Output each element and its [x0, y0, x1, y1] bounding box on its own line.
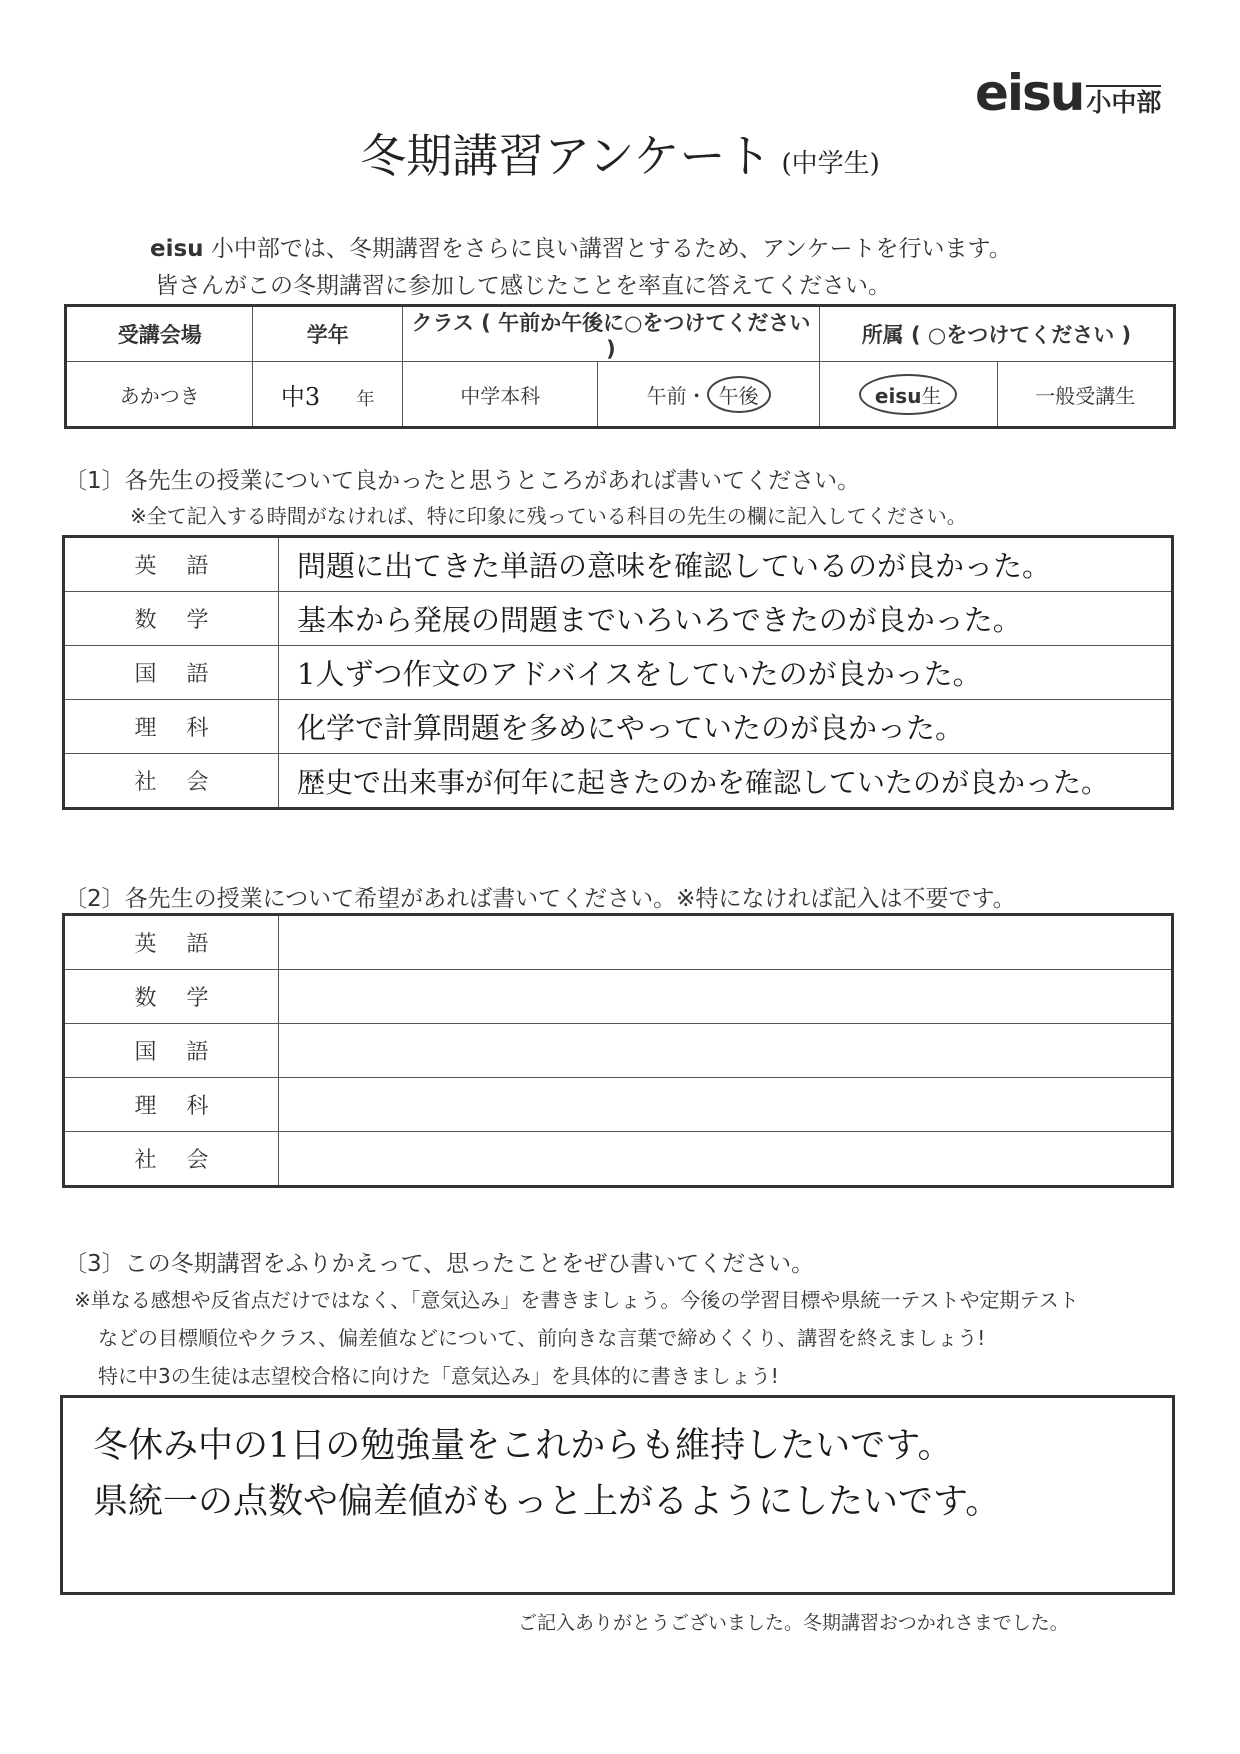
info-value-row	[66, 362, 1175, 428]
reflection-answer-box	[60, 1395, 1175, 1595]
subject-social: 社会	[64, 1132, 279, 1187]
table-row	[64, 915, 1173, 970]
intro-line-1	[150, 230, 1012, 263]
subject-social: 社会	[64, 754, 279, 809]
table-row	[64, 1024, 1173, 1078]
affiliation-eisu-brand: eisu	[874, 383, 922, 408]
intro-line-2: 皆さんがこの冬期講習に参加して感じたことを率直に答えてください。	[155, 273, 891, 299]
subject-science: 理科	[64, 700, 279, 754]
table-row	[64, 537, 1173, 592]
answer-japanese[interactable]	[279, 1024, 1173, 1078]
subject-math: 数学	[64, 970, 279, 1024]
answer-math[interactable]	[279, 970, 1173, 1024]
table-row	[64, 754, 1173, 809]
title-main: 冬期講習アンケート	[360, 129, 772, 183]
subject-english: 英語	[64, 915, 279, 970]
header-grade: 学年	[253, 306, 403, 362]
subject-japanese: 国語	[64, 1024, 279, 1078]
section1-table	[62, 535, 1174, 810]
logo-brand: eisu	[975, 64, 1084, 122]
header-venue: 受講会場	[66, 306, 253, 362]
reflection-answer-line-1: 冬休み中の1日の勉強量をこれからも維持したいです。	[93, 1426, 953, 1466]
grade-value: 中3	[280, 382, 321, 411]
table-row	[64, 646, 1173, 700]
affiliation-eisu-cell	[819, 362, 997, 428]
answer-english[interactable]	[279, 915, 1173, 970]
answer-social[interactable]	[279, 1132, 1173, 1187]
table-row	[64, 970, 1173, 1024]
student-info-table	[64, 304, 1176, 429]
info-header-row	[66, 306, 1175, 362]
logo-division: 小中部	[1086, 85, 1161, 118]
session-pm-circled: 午後	[707, 376, 771, 413]
session-cell	[598, 362, 819, 428]
table-row	[64, 592, 1173, 646]
header-affiliation: 所属 ( ○をつけてください )	[819, 306, 1174, 362]
grade-cell	[253, 362, 403, 428]
page-title	[0, 120, 1240, 186]
session-separator: ・	[686, 383, 707, 408]
affiliation-eisu-circled	[859, 374, 958, 415]
answer-social: 歴史で出来事が何年に起きたのかを確認していたのが良かった。	[279, 754, 1173, 809]
section2-table	[62, 913, 1174, 1188]
subject-math: 数学	[64, 592, 279, 646]
subject-japanese: 国語	[64, 646, 279, 700]
section3-note-1: ※単なる感想や反省点だけではなく、「意気込み」を書きましょう。今後の学習目標や県統一テストや定期テスト	[74, 1288, 1079, 1312]
venue-value: あかつき	[66, 362, 253, 428]
closing-message: ご記入ありがとうございました。冬期講習おつかれさまでした。	[518, 1612, 1069, 1634]
affiliation-general: 一般受講生	[997, 362, 1175, 428]
header-class: クラス ( 午前か午後に○をつけてください )	[403, 306, 820, 362]
eisu-logo	[975, 64, 1162, 122]
section3-heading: 〔3〕この冬期講習をふりかえって、思ったことをぜひ書いてください。	[64, 1251, 815, 1277]
subject-english: 英語	[64, 537, 279, 592]
grade-suffix: 年	[356, 388, 375, 410]
answer-science[interactable]	[279, 1078, 1173, 1132]
title-sub: (中学生)	[781, 149, 880, 179]
affiliation-eisu-suffix: 生	[921, 383, 942, 408]
session-am: 午前	[646, 383, 687, 408]
reflection-answer-line-2: 県統一の点数や偏差値がもっと上がるようにしたいです。	[93, 1482, 1001, 1522]
section3-note-2: などの目標順位やクラス、偏差値などについて、前向きな言葉で締めくくり、講習を終えましょう!	[98, 1326, 986, 1350]
answer-math: 基本から発展の問題までいろいろできたのが良かった。	[279, 592, 1173, 646]
subject-science: 理科	[64, 1078, 279, 1132]
section3-note-3: 特に中3の生徒は志望校合格に向けた「意気込み」を具体的に書きましょう!	[98, 1364, 779, 1388]
section2-heading: 〔2〕各先生の授業について希望があれば書いてください。※特になければ記入は不要です。	[64, 886, 1016, 912]
answer-science: 化学で計算問題を多めにやっていたのが良かった。	[279, 700, 1173, 754]
table-row	[64, 700, 1173, 754]
answer-japanese: 1人ずつ作文のアドバイスをしていたのが良かった。	[279, 646, 1173, 700]
section1-heading: 〔1〕各先生の授業について良かったと思うところがあれば書いてください。	[64, 468, 861, 494]
table-row	[64, 1078, 1173, 1132]
intro-line-1-text: 小中部では、冬期講習をさらに良い講習とするため、アンケートを行います。	[203, 236, 1012, 262]
answer-english: 問題に出てきた単語の意味を確認しているのが良かった。	[279, 537, 1173, 592]
section1-note: ※全て記入する時間がなければ、特に印象に残っている科目の先生の欄に記入してください。	[130, 504, 967, 528]
table-row	[64, 1132, 1173, 1187]
class-name: 中学本科	[403, 362, 598, 428]
intro-brand: eisu	[150, 236, 204, 262]
